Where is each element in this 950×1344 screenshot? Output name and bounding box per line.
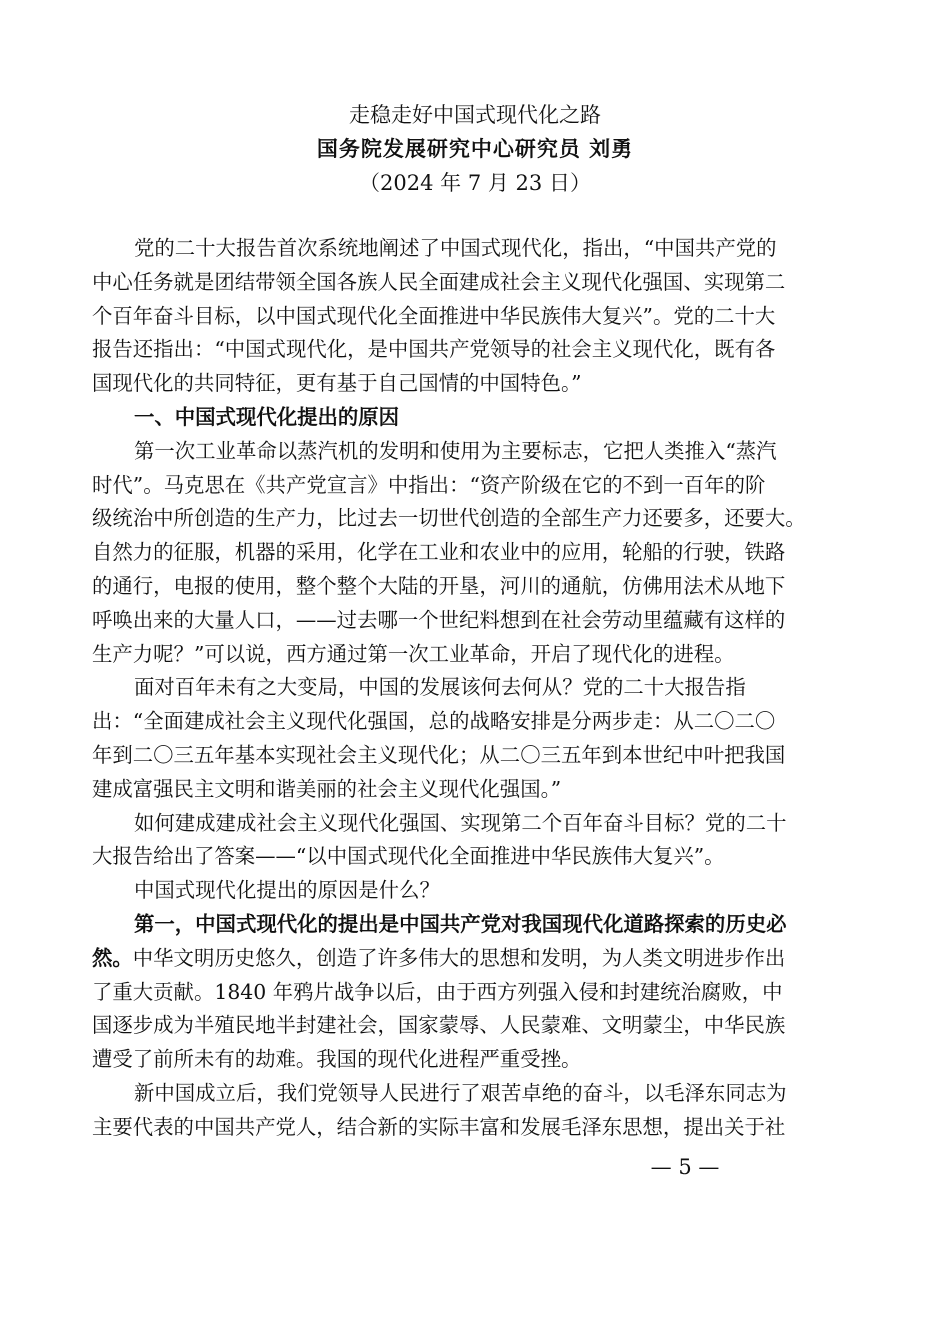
- text-line: 出：“全面建成社会主义现代化强国，总的战略安排是分两步走：从二〇二〇: [92, 709, 776, 734]
- title-block: [0, 98, 950, 200]
- text-line: [92, 942, 862, 976]
- text-line: 新中国成立后，我们党领导人民进行了艰苦卓绝的奋斗，以毛泽东同志为: [134, 1080, 787, 1105]
- text-line: 呼唤出来的大量人口，——过去哪一个世纪料想到在社会劳动里蕴藏有这样的: [92, 607, 786, 632]
- text-line: 面对百年未有之大变局，中国的发展该何去何从？党的二十大报告指: [134, 675, 746, 700]
- text-line: 国现代化的共同特征，更有基于自己国情的中国特色。”: [92, 371, 582, 396]
- text-line: 遭受了前所未有的劫难。我国的现代化进程严重受挫。: [92, 1047, 582, 1072]
- text-line: 大报告给出了答案——“以中国式现代化全面推进中华民族伟大复兴”。: [92, 844, 725, 869]
- document-author: 国务院发展研究中心研究员 刘勇: [316, 137, 634, 161]
- text-line: 自然力的征服，机器的采用，化学在工业和农业中的应用，轮船的行驶，铁路: [92, 540, 786, 565]
- document-body: [92, 232, 862, 1145]
- section-heading: 一、中国式现代化提出的原因: [134, 404, 400, 429]
- text-line: 年到二〇三五年基本实现社会主义现代化；从二〇三五年到本世纪中叶把我国: [92, 742, 786, 767]
- text-line: 国逐步成为半殖民地半封建社会，国家蒙辱、人民蒙难、文明蒙尘，中华民族: [92, 1013, 786, 1038]
- text-line-content: 中华文明历史悠久，创造了许多伟大的思想和发明，为人类文明进步作出: [132, 945, 786, 970]
- text-line: 了重大贡献。1840 年鸦片战争以后，由于西方列强入侵和封建统治腐败，中: [92, 979, 783, 1004]
- document-date: （2024 年 7 月 23 日）: [359, 171, 591, 195]
- text-line: 建成富强民主文明和谐美丽的社会主义现代化强国。”: [92, 776, 562, 801]
- text-line: 生产力呢？”可以说，西方通过第一次工业革命，开启了现代化的进程。: [92, 641, 735, 666]
- text-line: 报告还指出：“中国式现代化，是中国共产党领导的社会主义现代化，既有各: [92, 337, 776, 362]
- text-line: 党的二十大报告首次系统地阐述了中国式现代化，指出，“中国共产党的: [134, 236, 777, 260]
- bold-lead-sentence: 第一，中国式现代化的提出是中国共产党对我国现代化道路探索的历史必: [134, 911, 787, 936]
- text-line: 主要代表的中国共产党人，结合新的实际丰富和发展毛泽东思想，提出关于社: [92, 1114, 786, 1139]
- text-line: 如何建成建成社会主义现代化强国、实现第二个百年奋斗目标？党的二十: [134, 810, 787, 835]
- text-line: 中国式现代化提出的原因是什么？: [134, 878, 440, 903]
- text-line: 的通行，电报的使用，整个整个大陆的开垦，河川的通航，仿佛用法术从地下: [92, 573, 786, 598]
- page-number: — 5 —: [650, 1155, 720, 1179]
- text-line: 第一次工业革命以蒸汽机的发明和使用为主要标志，它把人类推入“蒸汽: [134, 438, 777, 463]
- text-line: 级统治中所创造的生产力，比过去一切世代创造的全部生产力还要多，还要大。: [92, 506, 806, 531]
- document-title: 走稳走好中国式现代化之路: [349, 103, 601, 127]
- text-line: 个百年奋斗目标，以中国式现代化全面推进中华民族伟大复兴”。党的二十大: [92, 303, 776, 328]
- bold-lead-sentence-end: 然。: [92, 945, 133, 970]
- text-line: 中心任务就是团结带领全国各族人民全面建成社会主义现代化强国、实现第二: [92, 269, 786, 294]
- text-line: 时代”。马克思在《共产党宣言》中指出：“资产阶级在它的不到一百年的阶: [92, 472, 766, 497]
